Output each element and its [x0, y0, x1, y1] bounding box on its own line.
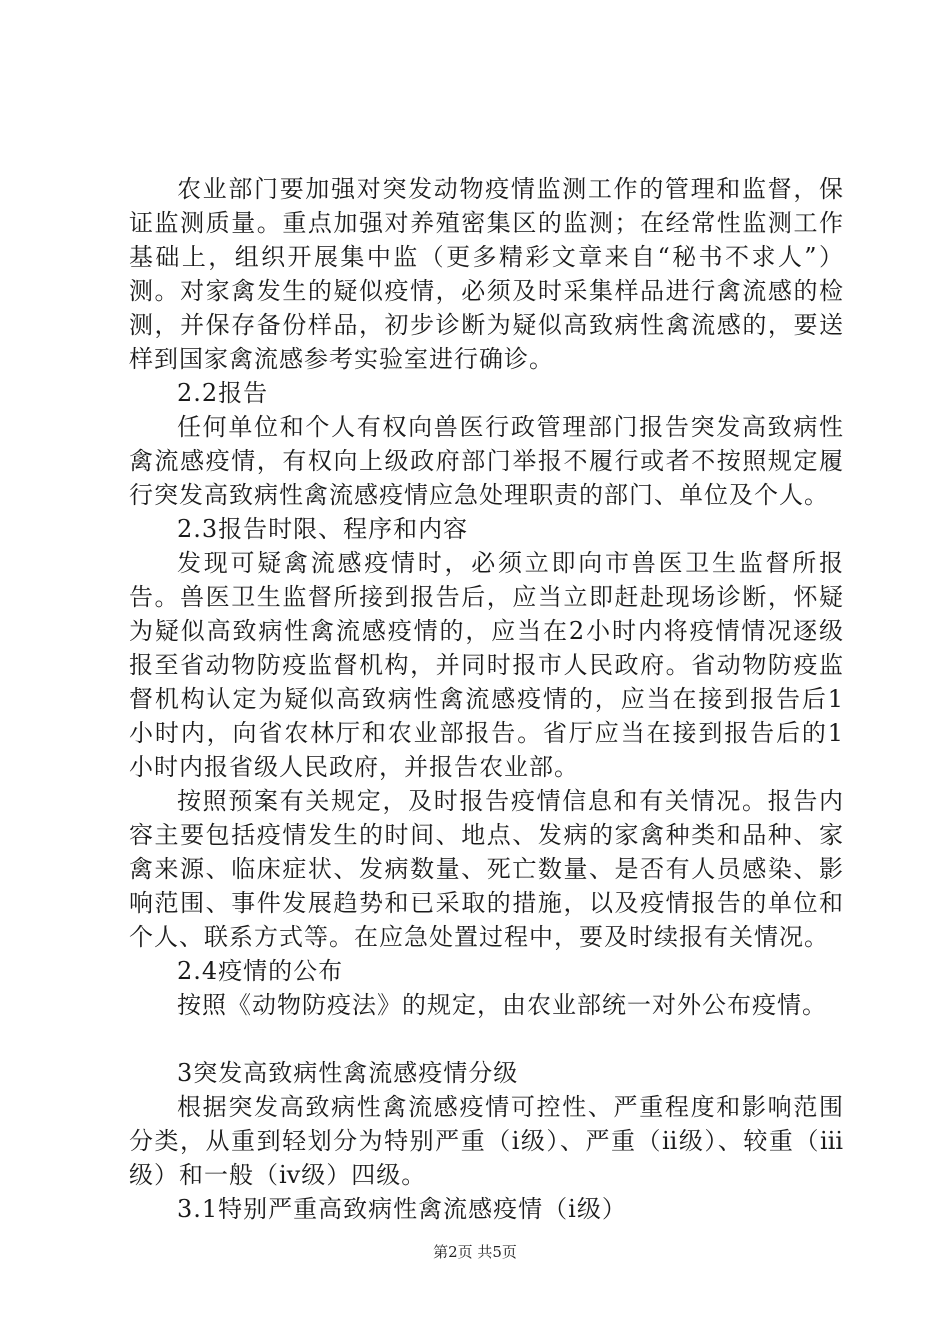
section-heading-2-4: 2.4疫情的公布: [177, 957, 344, 985]
paragraph-publication: 按照《动物防疫法》的规定，由农业部统一对外公布疫情。: [177, 991, 827, 1019]
page-footer: 第2页 共5页: [433, 1243, 517, 1261]
paragraph-grading: 根据突发高致病性禽流感疫情可控性、严重程度和影响范围分类，从重到轻划分为特别严重（ⅰ级）、严重（ⅱ级）、较重（ⅲ级）和一般（ⅳ级）四级。: [129, 1093, 844, 1189]
section-heading-3: 3突发高致病性禽流感疫情分级: [177, 1059, 519, 1087]
section-heading-3-1: 3.1特别严重高致病性禽流感疫情（ⅰ级）: [177, 1195, 627, 1223]
paragraph-report-content: 按照预案有关规定，及时报告疫情信息和有关情况。报告内容主要包括疫情发生的时间、地点、发病的家禽种类和品种、家禽来源、临床症状、发病数量、死亡数量、是否有人员感染、影响范围、事件发展趋势和已采取的措施，以及疫情报告的单位和个人、联系方式等。在应急处置过程中，要及时续报有关情况。: [129, 787, 844, 951]
paragraph-report-procedure: 发现可疑禽流感疫情时，必须立即向市兽医卫生监督所报告。兽医卫生监督所接到报告后，应当立即赶赴现场诊断，怀疑为疑似高致病性禽流感疫情的，应当在2小时内将疫情情况逐级报至省动物防疫监督机构，并同时报市人民政府。省动物防疫监督机构认定为疑似高致病性禽流感疫情的，应当在接到报告后1小时内，向省农林厅和农业部报告。省厅应当在接到报告后的1小时内报省级人民政府，并报告农业部。: [129, 549, 844, 781]
paragraph-reporting-rights: 任何单位和个人有权向兽医行政管理部门报告突发高致病性禽流感疫情，有权向上级政府部门举报不履行或者不按照规定履行突发高致病性禽流感疫情应急处理职责的部门、单位及个人。: [129, 413, 844, 509]
section-heading-2-3: 2.3报告时限、程序和内容: [177, 515, 469, 543]
section-spacer: [129, 1022, 844, 1056]
paragraph-monitoring: 农业部门要加强对突发动物疫情监测工作的管理和监督，保证监测质量。重点加强对养殖密集区的监测；在经常性监测工作基础上，组织开展集中监（更多精彩文章来自“秘书不求人”）测。对家禽发生的疑似疫情，必须及时采集样品进行禽流感的检测，并保存备份样品，初步诊断为疑似高致病性禽流感的，要送样到国家禽流感参考实验室进行确诊。: [129, 175, 844, 373]
document-body: [129, 172, 844, 1226]
section-heading-2-2: 2.2报告: [177, 379, 269, 407]
